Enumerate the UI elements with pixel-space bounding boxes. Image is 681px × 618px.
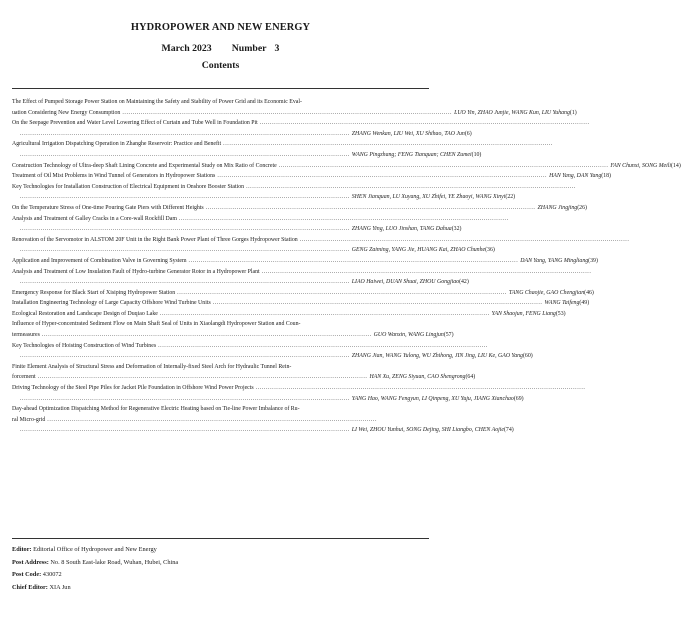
entry-line bbox=[12, 256, 598, 267]
leader-dots: ................................................................................................................................................................ bbox=[223, 141, 553, 148]
toc-entry[interactable] bbox=[12, 404, 514, 436]
toc-entry[interactable] bbox=[12, 235, 630, 256]
entry-title-line: Installation Engineering Technology of Large Capacity Offshore Wind Turbine Units bbox=[12, 300, 211, 307]
entry-title-line: The Effect of Pumped Storage Power Station on Maintaining the Safety and Stability of Power Grid and its Economic Eval- bbox=[12, 99, 302, 105]
leader-dots: ................................................................................................................................................................ bbox=[37, 374, 368, 381]
entry-title-line: Agricultural Irrigation Dispatching Operation in Zhanghe Reservoir: Practice and Benefit bbox=[12, 141, 222, 148]
entry-authors: WANG Taifeng bbox=[544, 300, 580, 307]
toc-entry[interactable] bbox=[12, 288, 594, 299]
entry-title-line: Emergency Response for Black Start of Xisiping Hydropower Station bbox=[12, 289, 176, 296]
toc-entry[interactable] bbox=[12, 256, 598, 267]
entry-page-number: (53) bbox=[555, 310, 566, 317]
leader-dots: ................................................................................................................................................................ bbox=[278, 162, 609, 169]
entry-authors: ZHANG Jingjing bbox=[537, 204, 578, 211]
toc-entry[interactable] bbox=[12, 214, 509, 235]
entry-line bbox=[12, 118, 590, 129]
leader-dots: ................................................................................................................................................................ bbox=[177, 289, 507, 296]
entry-line bbox=[12, 415, 429, 426]
entry-authors: YAN Shaojun, FENG Liang bbox=[491, 310, 556, 317]
entry-title-line: Renovation of the Servomotor in ALSTOM 20F Unit in the Right Bank Power Plant of Three Gorges Hydropower Station bbox=[12, 236, 298, 243]
toc-entry[interactable] bbox=[12, 182, 576, 203]
entry-authors: SHEN Jianquan, LU Xuyang, XU Zhifei, YE Zhaoyi, WANG Xinyi bbox=[351, 194, 506, 201]
entry-authors: ZHANG Wenkan, LIU Wei, XU Shihao, TAO Jun bbox=[351, 130, 465, 137]
entry-line bbox=[12, 139, 553, 150]
leader-dots: ................................................................................................................................................................ bbox=[159, 310, 490, 317]
entry-authors-line bbox=[12, 245, 495, 256]
entry-authors: ZHANG Jian, WANG Yulong, WU Zhihong, JIN Jing, LIU Ke, GAO Yang bbox=[351, 353, 523, 360]
entry-page-number: (69) bbox=[513, 395, 524, 402]
leader-dots: ................................................................................................................................................................ bbox=[20, 226, 350, 233]
entry-page-number: (49) bbox=[579, 300, 590, 307]
leader-dots: ................................................................................................................................................................ bbox=[41, 332, 372, 339]
top-rule bbox=[12, 88, 429, 89]
entry-line bbox=[12, 319, 429, 330]
entry-authors: LIAO Haiwei, DUAN Shuai, ZHOU Gongjiao bbox=[351, 279, 460, 286]
entry-title-line: Analysis and Treatment of Low Insulation Fault of Hydro-turbine Generator Rotor in a Hydropower Plant bbox=[12, 268, 260, 275]
entry-authors: GUO Wanxin, WANG Lingjun bbox=[373, 332, 444, 339]
entry-page-number: (46) bbox=[584, 289, 594, 296]
entry-title-line: Treatment of Oil Mist Problems in Wind Tunnel of Generators in Hydropower Stations bbox=[12, 173, 216, 180]
entry-authors-line bbox=[12, 192, 516, 203]
issue-number-label: Number bbox=[231, 43, 267, 54]
postcode-value: 430072 bbox=[42, 571, 62, 579]
entry-line bbox=[12, 288, 594, 299]
leader-dots: ................................................................................................................................................................ bbox=[178, 215, 509, 222]
entry-page-number: (22) bbox=[505, 194, 516, 201]
entry-title-line: Application and Improvement of Combination Valve in Governing System bbox=[12, 257, 187, 264]
journal-title: HYDROPOWER AND NEW ENERGY bbox=[130, 22, 311, 33]
entry-title-line: uation Considering New Energy Consumption bbox=[12, 109, 121, 116]
entry-title-line: Finite Element Analysis of Structural Stress and Deformation of Internally-fixed Steel Arch for Hydraulic Tunnel Rein- bbox=[12, 363, 292, 370]
entry-line bbox=[12, 267, 592, 278]
entry-page-number: (18) bbox=[601, 173, 611, 180]
entry-authors: WANG Pingzhang; FENG Tianquan; CHEN Zumei bbox=[351, 151, 472, 158]
leader-dots: ................................................................................................................................................................ bbox=[20, 151, 350, 158]
footer-info bbox=[12, 544, 429, 594]
toc-entry[interactable] bbox=[12, 298, 590, 309]
entry-authors: DAN Yang, YANG Mingliang bbox=[520, 257, 589, 264]
leader-dots: ................................................................................................................................................................ bbox=[217, 173, 548, 180]
entry-page-number: (39) bbox=[588, 257, 598, 264]
entry-line bbox=[12, 309, 566, 320]
entry-title-line: On the Seepage Prevention and Water Level Lowering Effect of Curtain and Tube Well in Foundation Pit bbox=[12, 120, 258, 127]
entry-page-number: (10) bbox=[471, 151, 482, 158]
entry-authors-line bbox=[12, 394, 524, 405]
chief-editor-value: XIA Jun bbox=[49, 583, 71, 591]
footer-editor bbox=[12, 544, 429, 557]
toc-entry[interactable] bbox=[12, 203, 587, 214]
entry-line bbox=[12, 362, 429, 373]
entry-page-number: (64) bbox=[465, 374, 476, 381]
entry-title-line: termeasures bbox=[12, 332, 40, 339]
leader-dots: ................................................................................................................................................................ bbox=[20, 427, 350, 434]
footer-postcode bbox=[12, 569, 429, 582]
toc-entry[interactable] bbox=[12, 383, 586, 404]
toc-entry[interactable] bbox=[12, 341, 533, 362]
entry-page-number: (36) bbox=[485, 247, 495, 254]
entry-page-number: (6) bbox=[464, 130, 472, 137]
entry-page-number: (14) bbox=[671, 162, 681, 169]
entry-title-line: Construction Technology of Ultra-deep Shaft Lining Concrete and Experimental Study on Mix Ratio of Concrete bbox=[12, 162, 277, 169]
entry-page-number: (74) bbox=[503, 427, 514, 434]
footer-chief-editor bbox=[12, 582, 429, 595]
entry-authors: FAN Chunxi, SONG Meili bbox=[610, 162, 672, 169]
postcode-label: Post Code: bbox=[12, 571, 42, 579]
entry-line bbox=[12, 108, 577, 119]
entry-line bbox=[12, 203, 587, 214]
chief-editor-label: Chief Editor: bbox=[12, 583, 48, 591]
entry-line bbox=[12, 171, 611, 182]
leader-dots: ................................................................................................................................................................ bbox=[259, 120, 590, 127]
entry-title-line: Key Technologies of Hoisting Construction of Wind Turbines bbox=[12, 342, 157, 349]
entry-title-line: Influence of Hyper-concentrated Sediment Flow on Main Shaft Seal of Units in Xiaolangdi Hydropower Station and Coun- bbox=[12, 321, 301, 328]
issue-line bbox=[0, 43, 441, 54]
entry-line bbox=[12, 330, 454, 341]
entry-title-line: ral Micro-grid bbox=[12, 416, 46, 423]
entry-line bbox=[12, 372, 476, 383]
entry-line bbox=[12, 97, 429, 108]
entry-line bbox=[12, 214, 509, 225]
entry-title-line: Analysis and Treatment of Galley Cracks in a Core-wall Rockfill Dam bbox=[12, 215, 177, 222]
leader-dots: ................................................................................................................................................................ bbox=[20, 353, 350, 360]
bottom-rule bbox=[12, 538, 429, 539]
entry-title-line: forcement bbox=[12, 374, 36, 381]
issue-number: 3 bbox=[274, 43, 280, 54]
entry-authors: YANG Hao, WANG Fengyun, LI Qinpeng, XU Yuju, JIANG Xianchao bbox=[351, 395, 514, 402]
contents-heading: Contents bbox=[201, 60, 240, 71]
leader-dots: ................................................................................................................................................................ bbox=[246, 183, 576, 190]
leader-dots: ................................................................................................................................................................ bbox=[20, 279, 350, 286]
leader-dots: ................................................................................................................................................................ bbox=[188, 257, 519, 264]
entry-page-number: (57) bbox=[443, 332, 454, 339]
leader-dots: ................................................................................................................................................................ bbox=[20, 247, 350, 254]
toc-entry[interactable] bbox=[12, 139, 553, 160]
entry-title-line: Day-ahead Optimization Dispatching Method for Regenerative Electric Heating based on Tie-line Power Imbalance of Ru- bbox=[12, 406, 300, 413]
entry-line bbox=[12, 298, 590, 309]
entry-line bbox=[12, 182, 576, 193]
entry-title-line: Key Technologies for Installation Construction of Electrical Equipment in Onshore Booster Station bbox=[12, 183, 245, 190]
entry-authors-line bbox=[12, 129, 472, 140]
entry-authors-line bbox=[12, 277, 469, 288]
entry-page-number: (26) bbox=[577, 204, 587, 211]
address-value: No. 8 South East-lake Road, Wuhan, Hubei, China bbox=[50, 558, 179, 566]
leader-dots: ................................................................................................................................................................ bbox=[20, 130, 350, 137]
entry-line bbox=[12, 235, 630, 246]
entry-authors: TANG Chaojie, GAO Chengjian bbox=[508, 289, 585, 296]
toc-entry[interactable] bbox=[12, 267, 592, 288]
leader-dots: ................................................................................................................................................................ bbox=[205, 204, 536, 211]
leader-dots: ................................................................................................................................................................ bbox=[212, 300, 543, 307]
entry-page-number: (60) bbox=[522, 353, 533, 360]
toc-entry[interactable] bbox=[12, 319, 454, 340]
entry-title-line: Ecological Restoration and Landscape Design of Duqiao Lake bbox=[12, 310, 158, 317]
leader-dots: ................................................................................................................................................................ bbox=[20, 194, 350, 201]
entry-authors: HAN Yang, DAN Yang bbox=[549, 173, 602, 180]
leader-dots: ................................................................................................................................................................ bbox=[255, 385, 586, 392]
entry-authors-line bbox=[12, 425, 514, 436]
toc-entry[interactable] bbox=[12, 118, 590, 139]
toc-entry[interactable] bbox=[12, 309, 566, 320]
toc-entry[interactable] bbox=[12, 97, 577, 118]
entry-page-number: (1) bbox=[569, 109, 577, 116]
entry-authors-line bbox=[12, 150, 482, 161]
address-label: Post Address: bbox=[12, 558, 49, 566]
entry-authors: HAN Xu, ZENG Siyuan, CAO Shengrong bbox=[369, 374, 466, 381]
leader-dots: ................................................................................................................................................................ bbox=[261, 268, 592, 275]
toc-entry[interactable] bbox=[12, 362, 476, 383]
entry-line bbox=[12, 341, 488, 352]
entry-line bbox=[12, 404, 429, 415]
entry-line bbox=[12, 161, 681, 172]
editor-value: Editorial Office of Hydropower and New Energy bbox=[33, 546, 157, 553]
editor-label: Editor: bbox=[12, 546, 32, 553]
footer-address bbox=[12, 557, 429, 570]
entry-page-number: (42) bbox=[459, 279, 469, 286]
toc-entry[interactable] bbox=[12, 161, 681, 172]
leader-dots: ................................................................................................................................................................ bbox=[47, 416, 378, 423]
leader-dots: ................................................................................................................................................................ bbox=[20, 395, 350, 402]
entry-line bbox=[12, 383, 586, 394]
entry-authors-line bbox=[12, 351, 533, 362]
entry-title-line: Driving Technology of the Steel Pipe Piles for Jacket Pile Foundation in Offshore Wind Power Projects bbox=[12, 385, 254, 392]
issue-date: March 2023 bbox=[161, 43, 212, 54]
entry-title-line: On the Temperature Stress of One-time Pouring Gate Piers with Different Heights bbox=[12, 204, 204, 211]
entry-page-number: (32) bbox=[451, 226, 462, 233]
entry-authors: GENG Zaiming, YANG Jie, HUANG Kai, ZHAO Chunhe bbox=[351, 247, 486, 254]
table-of-contents bbox=[12, 97, 681, 436]
entry-authors: LUO Yin, ZHAO Junjie, WANG Kun, LIU Yuhang bbox=[454, 109, 570, 116]
leader-dots: ................................................................................................................................................................ bbox=[158, 342, 488, 349]
leader-dots: ................................................................................................................................................................ bbox=[122, 109, 453, 116]
entry-authors: LI Wei, ZHOU Yunhui, SONG Dejing, SHI Liangbo, CHEN Aojie bbox=[351, 427, 504, 434]
entry-authors-line bbox=[12, 224, 462, 235]
leader-dots: ................................................................................................................................................................ bbox=[299, 236, 630, 243]
toc-entry[interactable] bbox=[12, 171, 611, 182]
entry-authors: ZHANG Ying, LUO Jinshan, TANG Dahua bbox=[351, 226, 452, 233]
